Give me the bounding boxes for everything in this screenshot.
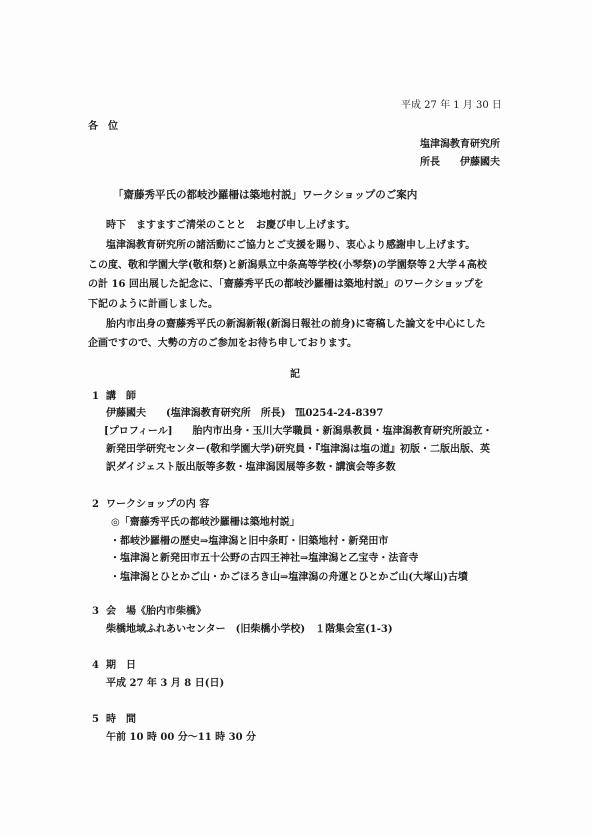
sender-org: 塩津潟教育研究所	[420, 139, 500, 150]
section-heading-lecturer: 講 師	[106, 391, 136, 402]
ki-heading: 記	[290, 369, 300, 380]
event-time: 午前 10 時 00 分～11 時 30 分	[106, 732, 257, 743]
section-heading-time: 時 間	[106, 714, 136, 725]
page-title: 「齋藤秀平氏の都岐沙羅柵は築地村説」ワークショップのご案内	[113, 189, 418, 201]
event-date: 平成 27 年 3 月 8 日(日)	[106, 678, 225, 689]
section-number: 4	[92, 660, 99, 671]
document-date: 平成 27 年 1 月 30 日	[401, 100, 502, 111]
greeting-line: 時下 ますますご清栄のことと お慶び申し上げます。	[106, 220, 356, 231]
paragraph-line: この度、敬和学園大学(敬和祭)と新潟県立中条高等学校(小琴祭)の学園祭等２大学４高校	[88, 260, 487, 271]
profile-line: [プロフィール] 胎内市出身・玉川大学職員・新潟県教員・塩津潟教育研究所設立・	[104, 426, 493, 437]
paragraph-line: 下記のように計画しました。	[88, 299, 218, 310]
paragraph-line: 企画ですので、大勢の方のご参加をお待ち申しております。	[88, 338, 357, 349]
workshop-title: ◎「齋藤秀平氏の都岐沙羅柵は築地村説」	[111, 517, 300, 528]
profile-line: 訳ダイジェスト版出版等多数・塩津潟図展等多数・講演会等多数	[106, 462, 396, 473]
sender-name: 所長 伊藤國夫	[420, 157, 500, 168]
paragraph-line: 胎内市出身の齋藤秀平氏の新潟新報(新潟日報社の前身)に寄稿した論文を中心にした	[106, 319, 486, 330]
section-heading-venue: 会 場《胎内市柴橋》	[106, 606, 206, 617]
paragraph-line: の計 16 回出展した記念に、「齋藤秀平氏の都岐沙羅柵は築地村説」のワークショップを	[88, 279, 484, 290]
workshop-item: ・都岐沙羅柵の歴史⇒塩津潟と旧中条町・旧築地村・新発田市	[110, 536, 389, 547]
speaker-line: 伊藤國夫 (塩津潟教育研究所 所長) ℡0254-24-8397	[106, 408, 384, 419]
workshop-item: ・塩津潟とひとかご山・かごほろき山⇒塩津潟の舟運とひとかご山(大塚山)古墳	[110, 572, 468, 583]
section-number: 1	[92, 391, 99, 402]
section-heading-date: 期 日	[106, 660, 136, 671]
addressee: 各 位	[88, 121, 118, 132]
profile-line: 新発田学研究センター(敬和学園大学)研究員・『塩津潟は塩の道』初版・二版出版、英	[106, 444, 491, 455]
venue-line: 柴橋地域ふれあいセンター (旧柴橋小学校) １階集会室(1-3)	[106, 624, 393, 635]
section-heading-workshop: ワークショップの内 容	[106, 499, 210, 510]
thanks-line: 塩津潟教育研究所の諸活動にご協力とご支援を賜り、衷心より感謝申し上げます。	[106, 240, 476, 251]
section-number: 3	[92, 606, 99, 617]
workshop-item: ・塩津潟と新発田市五十公野の古四王神社⇒塩津潟と乙宝寺・法音寺	[110, 553, 419, 564]
section-number: 5	[92, 714, 99, 725]
section-number: 2	[92, 499, 99, 510]
